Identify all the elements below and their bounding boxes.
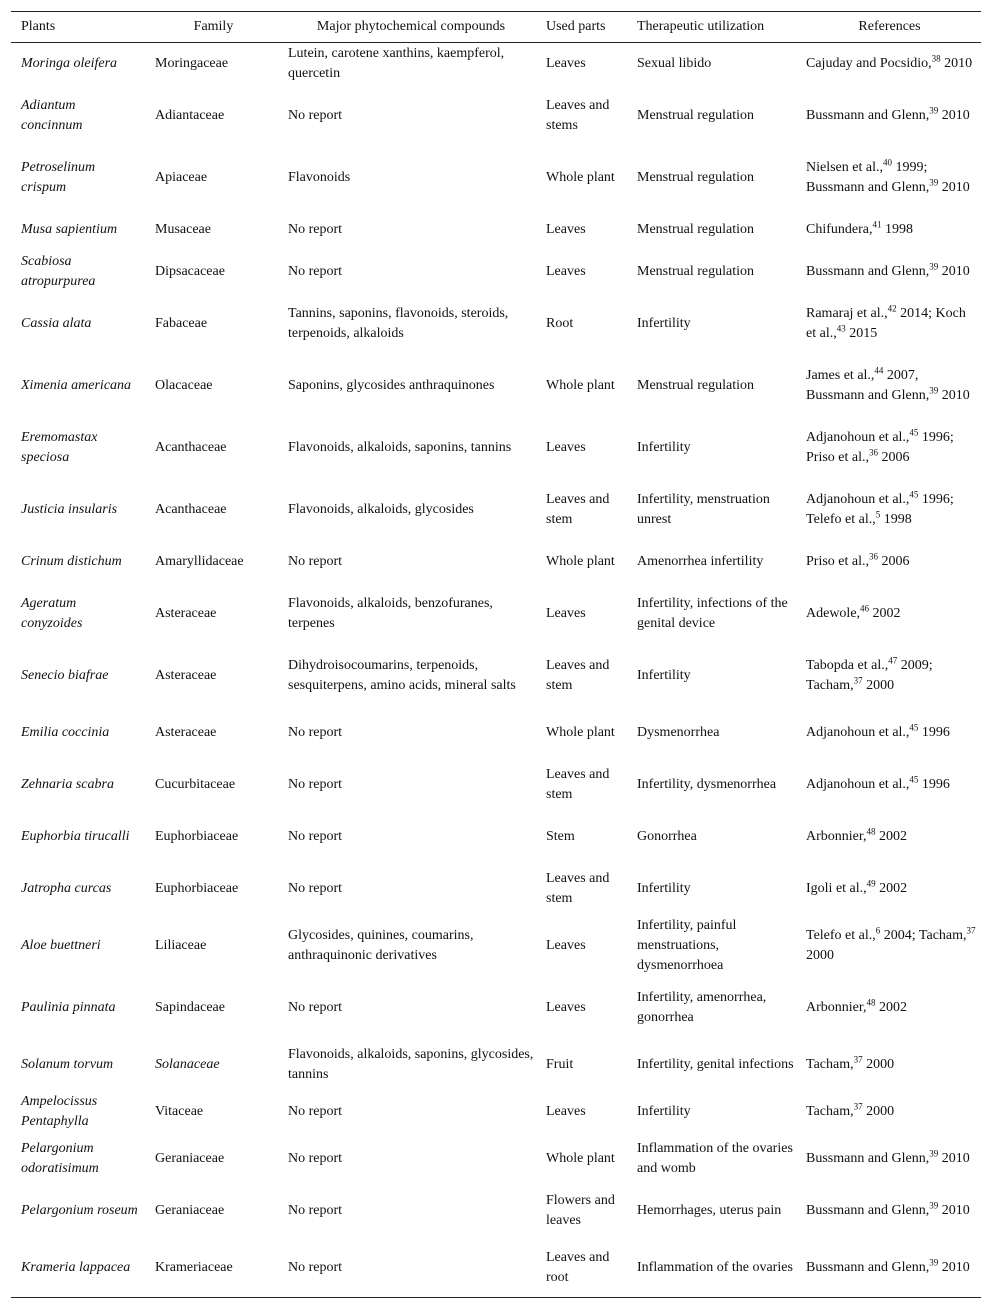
used-parts-cell: Leaves and root xyxy=(546,1249,610,1285)
table-row xyxy=(11,583,981,645)
reference-text: 2006 xyxy=(878,449,910,465)
reference-citation-number: 45 xyxy=(909,426,919,437)
therapeutic-cell: Infertility, menstruation unrest xyxy=(637,491,770,527)
compounds-cell: No report xyxy=(288,1202,343,1218)
reference-text: 2002 xyxy=(869,605,901,621)
plant-name-cell: Justicia insularis xyxy=(21,501,118,517)
used-parts-cell: Leaves and stems xyxy=(546,97,610,133)
compounds-cell: No report xyxy=(288,263,343,279)
family-cell: Vitaceae xyxy=(155,1103,204,1119)
plant-name-cell: Ampelocissus Pentaphylla xyxy=(21,1093,98,1129)
compounds-cell: Glycosides, quinines, coumarins, anthraquinonic derivatives xyxy=(288,927,474,963)
reference-text: 1998 xyxy=(881,221,913,237)
therapeutic-cell: Amenorrhea infertility xyxy=(637,553,764,569)
therapeutic-cell: Menstrual regulation xyxy=(637,221,755,237)
reference-citation-number: 45 xyxy=(909,721,919,732)
table-row xyxy=(11,147,981,209)
reference-text: 1996 xyxy=(918,776,950,792)
plant-name-cell: Solanum torvum xyxy=(21,1056,114,1072)
reference-text: Telefo et al., xyxy=(806,927,876,943)
reference-text: 2010 xyxy=(938,263,970,279)
family-cell: Acanthaceae xyxy=(155,439,227,455)
reference-citation-number: 38 xyxy=(931,53,941,64)
reference-text: 2010 xyxy=(938,107,970,123)
references-cell xyxy=(798,541,981,583)
table-row xyxy=(11,43,981,85)
family-cell: Liliaceae xyxy=(155,937,207,953)
reference-text: 2010 xyxy=(938,179,970,195)
reference-citation-number: 5 xyxy=(875,508,881,519)
reference-text: Adjanohoun et al., xyxy=(806,429,910,445)
table-row xyxy=(11,863,981,915)
reference-citation-number: 43 xyxy=(836,322,846,333)
therapeutic-cell: Infertility xyxy=(637,1103,691,1119)
reference-citation-number: 39 xyxy=(929,260,939,271)
used-parts-cell: Whole plant xyxy=(546,553,615,569)
family-cell: Moringaceae xyxy=(155,55,229,71)
therapeutic-cell: Menstrual regulation xyxy=(637,169,755,185)
compounds-cell: No report xyxy=(288,999,343,1015)
family-cell: Musaceae xyxy=(155,221,211,237)
therapeutic-cell: Gonorrhea xyxy=(637,828,697,844)
reference-citation-number: 40 xyxy=(882,156,892,167)
references-cell xyxy=(798,1091,981,1133)
reference-text: Cajuday and Pocsidio, xyxy=(806,55,932,71)
family-cell: Adiantaceae xyxy=(155,107,225,123)
therapeutic-cell: Infertility xyxy=(637,667,691,683)
reference-citation-number: 44 xyxy=(874,364,884,375)
reference-text: 1999; Bussmann and Glenn, xyxy=(806,159,930,195)
references-cell xyxy=(798,811,981,863)
reference-citation-number: 45 xyxy=(909,773,919,784)
plant-name-cell: Cassia alata xyxy=(21,315,92,331)
references-cell xyxy=(798,759,981,811)
table-row xyxy=(11,1237,981,1299)
reference-text: 2010 xyxy=(938,1259,970,1275)
family-cell: Geraniaceae xyxy=(155,1202,225,1218)
reference-text: Bussmann and Glenn, xyxy=(806,1259,930,1275)
plant-name-cell: Moringa oleifera xyxy=(21,55,118,71)
reference-citation-number: 37 xyxy=(853,1100,863,1111)
reference-text: 2010 xyxy=(938,387,970,403)
used-parts-cell: Stem xyxy=(546,828,575,844)
reference-citation-number: 49 xyxy=(866,877,876,888)
used-parts-cell: Fruit xyxy=(546,1056,574,1072)
table-row xyxy=(11,707,981,759)
references-cell xyxy=(798,355,981,417)
header-used-parts: Used parts xyxy=(538,12,629,43)
plant-name-cell: Jatropha curcas xyxy=(21,880,112,896)
table-row xyxy=(11,1185,981,1237)
table-row xyxy=(11,759,981,811)
reference-text: Chifundera, xyxy=(806,221,873,237)
family-cell: Dipsacaceae xyxy=(155,263,225,279)
reference-citation-number: 48 xyxy=(866,996,876,1007)
therapeutic-cell: Menstrual regulation xyxy=(637,107,755,123)
header-therapeutic: Therapeutic utilization xyxy=(629,12,798,43)
plant-name-cell: Paulinia pinnata xyxy=(21,999,116,1015)
used-parts-cell: Leaves xyxy=(546,221,586,237)
plant-name-cell: Eremomastax speciosa xyxy=(21,429,98,465)
table-row xyxy=(11,293,981,355)
reference-text: 2000 xyxy=(862,1103,895,1119)
plant-name-cell: Crinum distichum xyxy=(21,553,122,569)
table-row xyxy=(11,811,981,863)
plant-name-cell: Aloe buettneri xyxy=(21,937,101,953)
plant-name-cell: Ageratum conyzoides xyxy=(21,595,83,631)
table-row xyxy=(11,541,981,583)
reference-text: Nielsen et al., xyxy=(806,159,883,175)
references-cell xyxy=(798,209,981,251)
reference-citation-number: 37 xyxy=(853,674,863,685)
header-references: References xyxy=(798,12,981,43)
compounds-cell: Flavonoids, alkaloids, glycosides xyxy=(288,501,474,517)
family-cell: Fabaceae xyxy=(155,315,208,331)
reference-text: 1996; Priso et al., xyxy=(806,429,954,465)
family-cell: Apiaceae xyxy=(155,169,208,185)
reference-text: 2015 xyxy=(845,325,878,341)
compounds-cell: Flavonoids, alkaloids, saponins, tannins xyxy=(288,439,512,455)
family-cell: Euphorbiaceae xyxy=(155,828,239,844)
compounds-cell: No report xyxy=(288,1259,343,1275)
used-parts-cell: Leaves xyxy=(546,1103,586,1119)
reference-text: 2000 xyxy=(862,677,895,693)
header-plants: Plants xyxy=(11,12,143,43)
table-row xyxy=(11,251,981,293)
reference-citation-number: 41 xyxy=(872,218,882,229)
references-cell xyxy=(798,583,981,645)
reference-citation-number: 37 xyxy=(966,924,976,935)
compounds-cell: Flavonoids, alkaloids, saponins, glycosides, tannins xyxy=(288,1046,534,1082)
reference-citation-number: 48 xyxy=(866,825,876,836)
compounds-cell: No report xyxy=(288,221,343,237)
plant-name-cell: Euphorbia tirucalli xyxy=(21,828,130,844)
compounds-cell: No report xyxy=(288,828,343,844)
therapeutic-cell: Infertility, painful menstruations, dysmenorrhoea xyxy=(637,917,737,973)
plant-name-cell: Musa sapientium xyxy=(21,221,118,237)
used-parts-cell: Leaves and stem xyxy=(546,870,610,906)
plants-table xyxy=(11,12,981,1299)
therapeutic-cell: Infertility, amenorrhea, gonorrhea xyxy=(637,989,767,1025)
used-parts-cell: Whole plant xyxy=(546,377,615,393)
reference-text: 2002 xyxy=(875,999,907,1015)
reference-text: 2010 xyxy=(940,55,973,71)
table-row xyxy=(11,1091,981,1133)
plant-name-cell: Pelargonium roseum xyxy=(21,1202,138,1218)
reference-text: 2007, Bussmann and Glenn, xyxy=(806,367,930,403)
references-cell xyxy=(798,1133,981,1185)
table-row xyxy=(11,1039,981,1091)
references-cell xyxy=(798,915,981,977)
reference-citation-number: 39 xyxy=(929,1256,939,1267)
references-cell xyxy=(798,1237,981,1299)
references-cell xyxy=(798,85,981,147)
used-parts-cell: Leaves xyxy=(546,439,586,455)
plant-name-cell: Senecio biafrae xyxy=(21,667,109,683)
reference-text: 1996 xyxy=(918,724,950,740)
table-row xyxy=(11,977,981,1039)
reference-text: 1998 xyxy=(880,511,912,527)
therapeutic-cell: Hemorrhages, uterus pain xyxy=(637,1202,782,1218)
reference-citation-number: 6 xyxy=(875,924,881,935)
compounds-cell: Lutein, carotene xanthins, kaempferol, quercetin xyxy=(288,45,505,81)
references-cell xyxy=(798,43,981,85)
reference-text: Adewole, xyxy=(806,605,861,621)
family-cell: Solanaceae xyxy=(155,1056,220,1072)
reference-text: James et al., xyxy=(806,367,875,383)
plant-name-cell: Scabiosa atropurpurea xyxy=(21,253,96,289)
references-cell xyxy=(798,147,981,209)
used-parts-cell: Leaves and stem xyxy=(546,657,610,693)
header-family: Family xyxy=(143,12,284,43)
references-cell xyxy=(798,251,981,293)
compounds-cell: No report xyxy=(288,724,343,740)
family-cell: Krameriaceae xyxy=(155,1259,233,1275)
therapeutic-cell: Menstrual regulation xyxy=(637,263,755,279)
compounds-cell: No report xyxy=(288,880,343,896)
reference-text: 2010 xyxy=(938,1150,970,1166)
reference-citation-number: 39 xyxy=(929,1147,939,1158)
table-frame xyxy=(11,11,981,1298)
compounds-cell: Saponins, glycosides anthraquinones xyxy=(288,377,495,393)
reference-text: 1996; Telefo et al., xyxy=(806,491,954,527)
table-row xyxy=(11,417,981,479)
used-parts-cell: Leaves xyxy=(546,999,586,1015)
family-cell: Asteraceae xyxy=(155,667,217,683)
reference-citation-number: 39 xyxy=(929,176,939,187)
family-cell: Sapindaceae xyxy=(155,999,225,1015)
reference-text: 2006 xyxy=(878,553,910,569)
plant-name-cell: Pelargonium odoratisimum xyxy=(21,1140,99,1176)
therapeutic-cell: Inflammation of the ovaries and womb xyxy=(637,1140,793,1176)
reference-text: Tacham, xyxy=(806,1103,854,1119)
references-cell xyxy=(798,645,981,707)
therapeutic-cell: Infertility xyxy=(637,315,691,331)
compounds-cell: No report xyxy=(288,1103,343,1119)
reference-text: 2000 xyxy=(862,1056,895,1072)
reference-citation-number: 36 xyxy=(869,550,878,561)
reference-text: Tacham, xyxy=(806,1056,854,1072)
family-cell: Asteraceae xyxy=(155,724,217,740)
references-cell xyxy=(798,977,981,1039)
references-cell xyxy=(798,417,981,479)
therapeutic-cell: Infertility xyxy=(637,880,691,896)
reference-text: Arbonnier, xyxy=(806,999,867,1015)
reference-text: Bussmann and Glenn, xyxy=(806,1150,930,1166)
used-parts-cell: Whole plant xyxy=(546,169,615,185)
family-cell: Asteraceae xyxy=(155,605,217,621)
references-cell xyxy=(798,1185,981,1237)
references-cell xyxy=(798,863,981,915)
reference-citation-number: 42 xyxy=(887,302,897,313)
table-row xyxy=(11,479,981,541)
references-cell xyxy=(798,707,981,759)
reference-text: 2014; Koch et al., xyxy=(806,305,966,341)
references-cell xyxy=(798,1039,981,1091)
family-cell: Cucurbitaceae xyxy=(155,776,236,792)
reference-text: Ramaraj et al., xyxy=(806,305,888,321)
used-parts-cell: Whole plant xyxy=(546,1150,615,1166)
header-row xyxy=(11,12,981,43)
references-cell xyxy=(798,293,981,355)
compounds-cell: Flavonoids, alkaloids, benzofuranes, terpenes xyxy=(288,595,493,631)
family-cell: Amaryllidaceae xyxy=(155,553,244,569)
table-row xyxy=(11,915,981,977)
reference-citation-number: 39 xyxy=(929,1199,939,1210)
family-cell: Acanthaceae xyxy=(155,501,227,517)
therapeutic-cell: Menstrual regulation xyxy=(637,377,755,393)
plant-name-cell: Emilia coccinia xyxy=(21,724,110,740)
compounds-cell: No report xyxy=(288,107,343,123)
used-parts-cell: Whole plant xyxy=(546,724,615,740)
reference-citation-number: 39 xyxy=(929,104,939,115)
therapeutic-cell: Inflammation of the ovaries xyxy=(637,1259,793,1275)
therapeutic-cell: Infertility, infections of the genital device xyxy=(637,595,788,631)
table-body xyxy=(11,43,981,1299)
reference-text: Bussmann and Glenn, xyxy=(806,1202,930,1218)
reference-text: Adjanohoun et al., xyxy=(806,724,910,740)
reference-citation-number: 45 xyxy=(909,488,919,499)
reference-text: Priso et al., xyxy=(806,553,869,569)
reference-citation-number: 36 xyxy=(869,446,878,457)
reference-text: 2009; Tacham, xyxy=(806,657,933,693)
used-parts-cell: Leaves xyxy=(546,263,586,279)
plant-name-cell: Ximenia americana xyxy=(21,377,132,393)
used-parts-cell: Leaves and stem xyxy=(546,766,610,802)
reference-text: 2004; Tacham, xyxy=(880,927,967,943)
compounds-cell: No report xyxy=(288,553,343,569)
plant-name-cell: Adiantum concinnum xyxy=(21,97,83,133)
reference-text: 2000 xyxy=(806,947,834,963)
used-parts-cell: Leaves xyxy=(546,605,586,621)
reference-text: 2002 xyxy=(875,880,908,896)
table-row xyxy=(11,1133,981,1185)
compounds-cell: Tannins, saponins, flavonoids, steroids, terpenoids, alkaloids xyxy=(288,305,509,341)
reference-citation-number: 37 xyxy=(853,1053,863,1064)
plant-name-cell: Zehnaria scabra xyxy=(21,776,114,792)
table-row xyxy=(11,209,981,251)
table-row xyxy=(11,645,981,707)
family-cell: Olacaceae xyxy=(155,377,213,393)
therapeutic-cell: Infertility, dysmenorrhea xyxy=(637,776,777,792)
therapeutic-cell: Infertility, genital infections xyxy=(637,1056,794,1072)
used-parts-cell: Root xyxy=(546,315,574,331)
reference-citation-number: 47 xyxy=(888,654,898,665)
family-cell: Geraniaceae xyxy=(155,1150,225,1166)
header-compounds: Major phytochemical compounds xyxy=(284,12,538,43)
compounds-cell: No report xyxy=(288,776,343,792)
therapeutic-cell: Dysmenorrhea xyxy=(637,724,720,740)
reference-text: Adjanohoun et al., xyxy=(806,491,910,507)
therapeutic-cell: Infertility xyxy=(637,439,691,455)
references-cell xyxy=(798,479,981,541)
used-parts-cell: Leaves and stem xyxy=(546,491,610,527)
compounds-cell: No report xyxy=(288,1150,343,1166)
reference-text: 2002 xyxy=(875,828,907,844)
family-cell: Euphorbiaceae xyxy=(155,880,239,896)
therapeutic-cell: Sexual libido xyxy=(637,55,712,71)
reference-text: Adjanohoun et al., xyxy=(806,776,910,792)
reference-text: Tabopda et al., xyxy=(806,657,889,673)
table-row xyxy=(11,85,981,147)
reference-citation-number: 46 xyxy=(860,602,870,613)
plant-name-cell: Petroselinum crispum xyxy=(21,159,96,195)
plant-name-cell: Krameria lappacea xyxy=(21,1259,131,1275)
used-parts-cell: Flowers and leaves xyxy=(546,1192,615,1228)
reference-citation-number: 39 xyxy=(929,384,939,395)
reference-text: 2010 xyxy=(938,1202,970,1218)
reference-text: Igoli et al., xyxy=(806,880,867,896)
compounds-cell: Flavonoids xyxy=(288,169,351,185)
reference-text: Bussmann and Glenn, xyxy=(806,263,930,279)
reference-text: Bussmann and Glenn, xyxy=(806,107,930,123)
table-row xyxy=(11,355,981,417)
used-parts-cell: Leaves xyxy=(546,55,586,71)
reference-text: Arbonnier, xyxy=(806,828,867,844)
used-parts-cell: Leaves xyxy=(546,937,586,953)
compounds-cell: Dihydroisocoumarins, terpenoids, sesquiterpens, amino acids, mineral salts xyxy=(288,657,516,693)
